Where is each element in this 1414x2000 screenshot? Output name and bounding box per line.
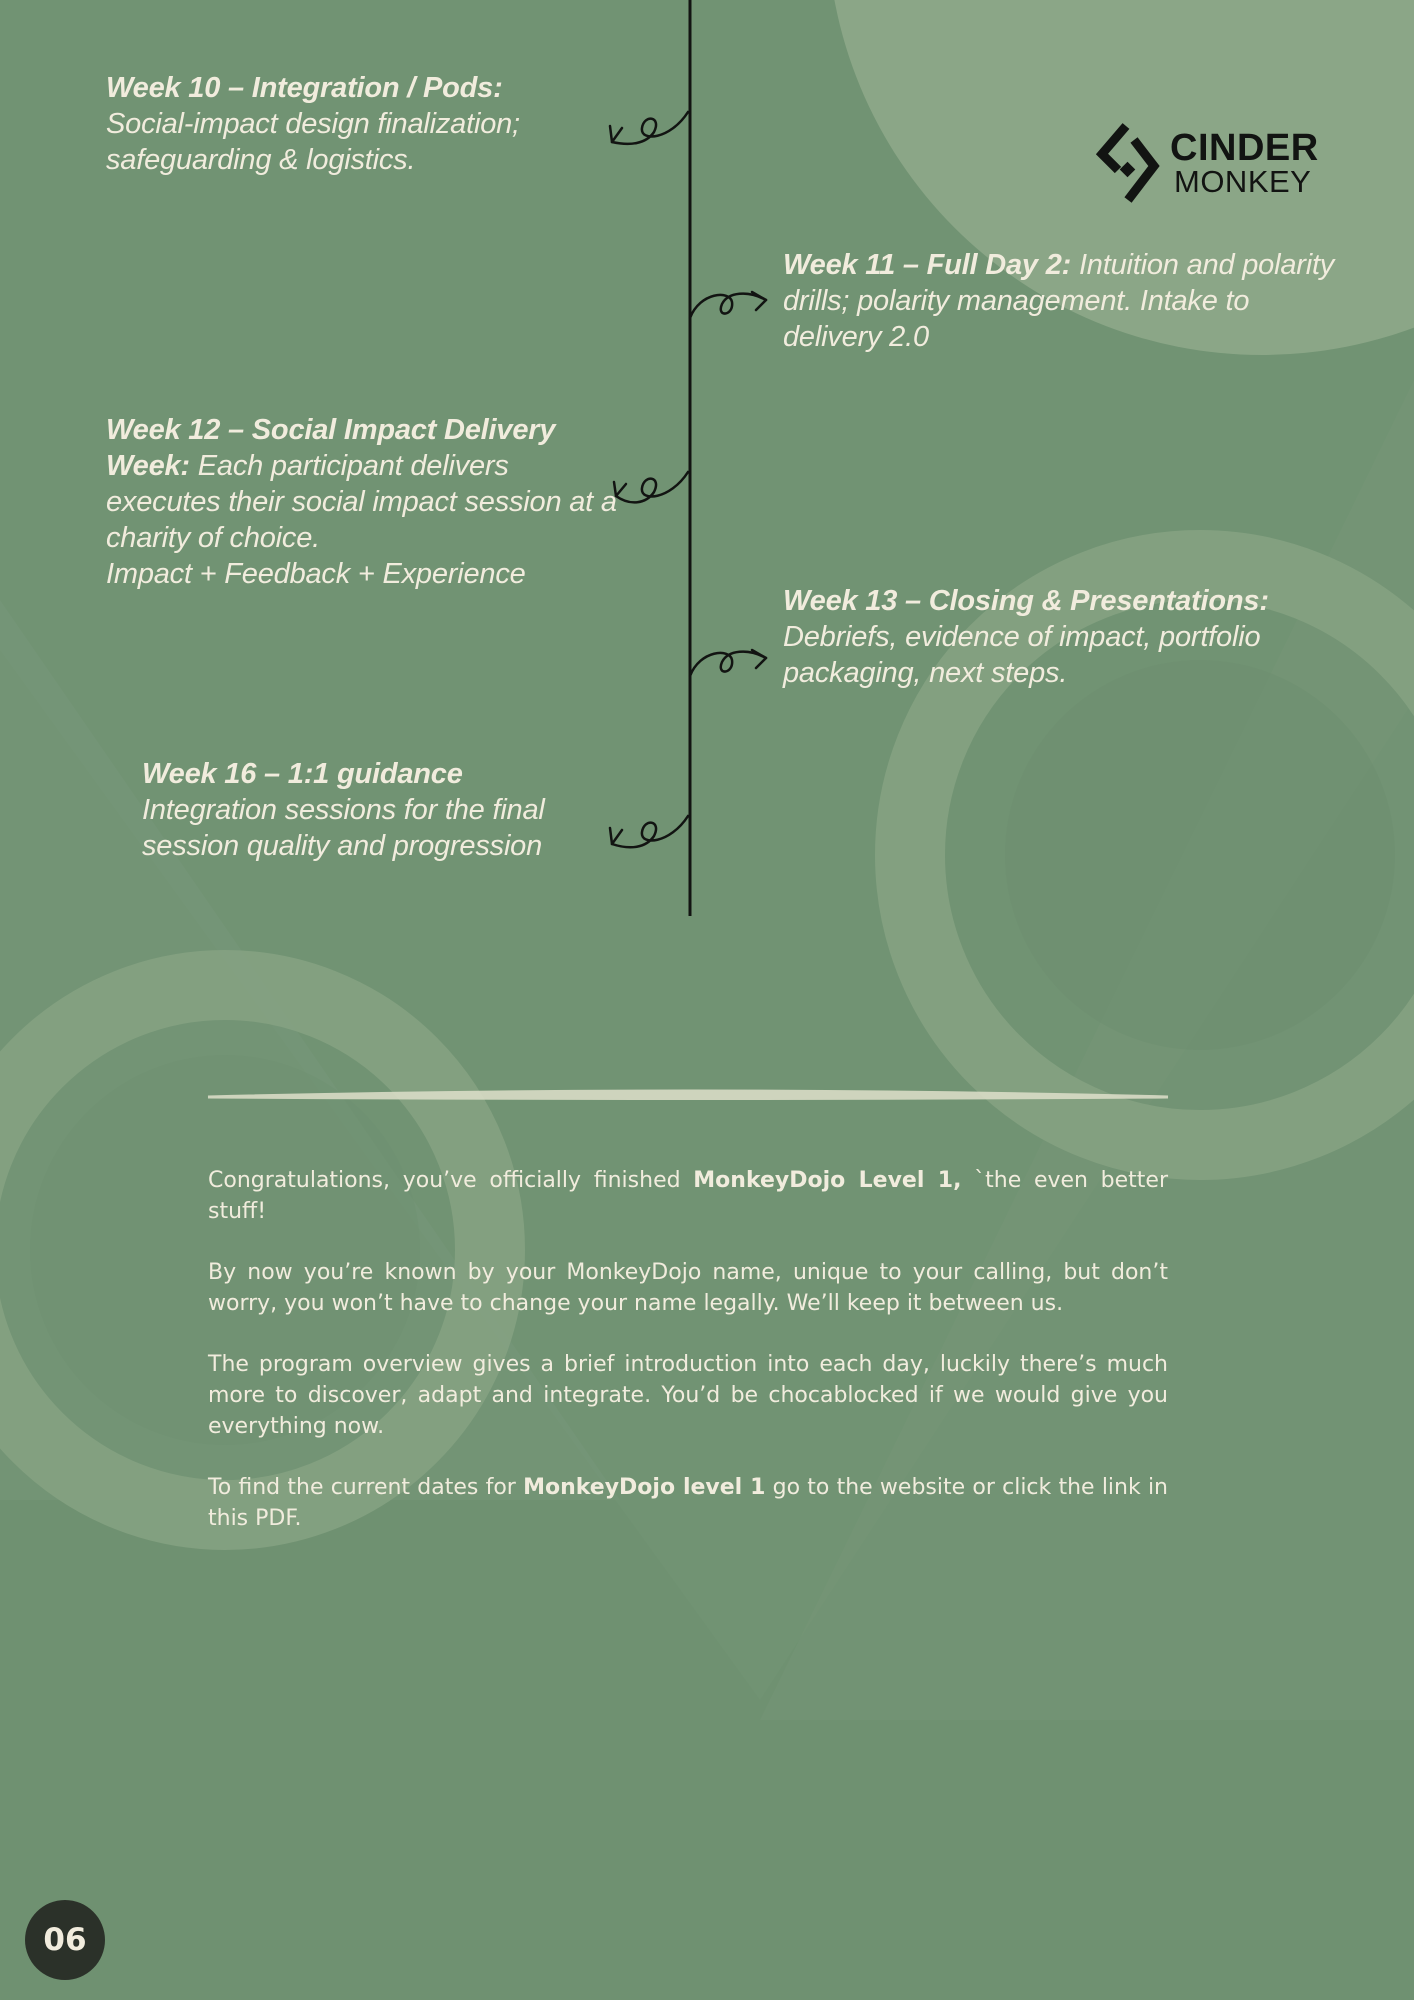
entry-heading: Week 12 – Social Impact Delivery Week: — [106, 414, 556, 482]
entry-text-secondary: Impact + Feedback + Experience — [106, 558, 526, 590]
paragraph-dojo-name: By now you’re known by your MonkeyDojo name, unique to your calling, but don’t worry, you won’t have to change your name legally. We’ll keep it between us. — [208, 1260, 1168, 1316]
cinder-monkey-logo — [1096, 120, 1326, 210]
entry-text: Social-impact design finalization; safeguarding & logistics. — [106, 108, 520, 176]
bold-span: MonkeyDojo level 1 — [523, 1475, 766, 1500]
paragraph-congratulations — [208, 1165, 1168, 1227]
entry-heading: Week 16 – 1:1 guidance — [142, 758, 463, 790]
entry-heading: Week 10 – Integration / Pods: — [106, 72, 503, 104]
timeline-entry-week-16 — [142, 756, 642, 864]
logo-mark-icon — [1096, 120, 1164, 210]
page-number-badge: 06 — [25, 1900, 105, 1980]
arrow-right-icon — [690, 292, 766, 318]
paragraph-current-dates — [208, 1472, 1168, 1534]
bold-span: MonkeyDojo Level 1, — [693, 1168, 962, 1193]
logo-text-line1: CINDER — [1170, 127, 1319, 169]
timeline-entry-week-13 — [783, 583, 1343, 691]
entry-text: Debriefs, evidence of impact, portfolio packaging, next steps. — [783, 621, 1261, 689]
text-span: To find the current dates for — [208, 1475, 524, 1500]
text-span: Congratulations, you’ve officially finished — [208, 1168, 694, 1193]
entry-text: Each participant delivers executes their social impact session at a charity of choice. — [106, 450, 617, 554]
entry-text: Intuition and polarity drills; polarity management. Intake to delivery 2.0 — [783, 249, 1335, 353]
arrow-left-icon — [610, 112, 688, 144]
timeline-entry-week-10 — [106, 70, 606, 178]
entry-heading: Week 11 – Full Day 2: — [783, 249, 1072, 281]
timeline-entry-week-12 — [106, 412, 626, 592]
closing-text — [208, 1165, 1168, 1564]
text-span: `the even better stuff! — [208, 1168, 1169, 1224]
timeline-entry-week-11 — [783, 247, 1343, 355]
logo-text-line2: MONKEY — [1174, 164, 1312, 199]
arrow-right-icon — [690, 650, 766, 676]
paragraph-program-overview: The program overview gives a brief introduction into each day, luckily there’s much more to discover, adapt and integrate. You’d be chocablocked if we would give you everything now. — [208, 1352, 1168, 1439]
entry-heading: Week 13 – Closing & Presentations: — [783, 585, 1269, 617]
entry-text: Integration sessions for the final session quality and progression — [142, 794, 545, 862]
text-span: go to the website or click the link in this PDF. — [208, 1475, 1169, 1531]
